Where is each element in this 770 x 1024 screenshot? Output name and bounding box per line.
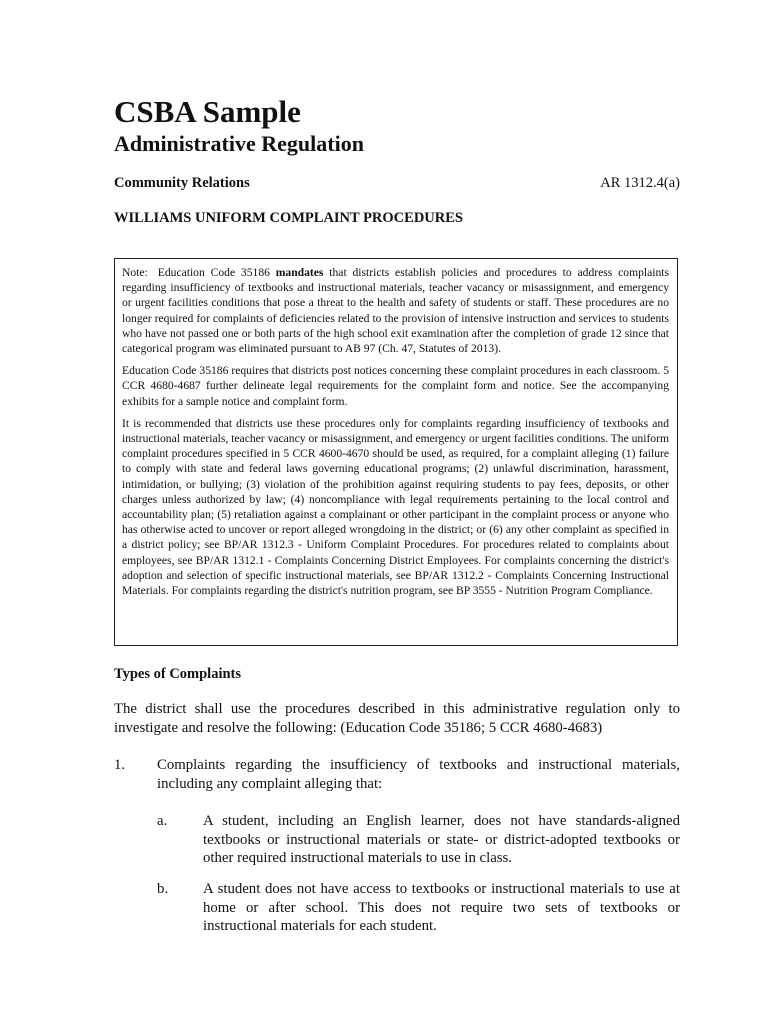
note-p1-post: that districts establish policies and procedures to address complaints regarding insufficiency of textbooks and instructional materials, teacher vacancy or misassignment, and emergency or urgent facilities conditions that pose a threat to the health and safety of students or staff. These procedures are no longer required for complaints of deficiencies related to the provision of intensive instruction and services to students who have not passed one or both parts of the high school exit examination after the completion of grade 12 since that categorical program was eliminated pursuant to AB 97 (Ch. 47, Statutes of 2013). xyxy=(122,266,670,356)
types-heading: Types of Complaints xyxy=(114,666,242,682)
list-marker-1: 1. xyxy=(114,757,126,773)
sub-marker-a: a. xyxy=(157,813,168,829)
note-paragraph-2: Education Code 35186 requires that districts post notices concerning these complaint procedures in each classroom. 5 CCR 4680-4687 further delineate legal requirements for the complaint form and notice. See the accompanying exhibits for a sample notice and complaint form. xyxy=(122,364,669,408)
sub-text-b: A student does not have access to textbooks or instructional materials to use at home or after school. This does not require two sets of textbooks or instructional materials for each student. xyxy=(203,881,680,935)
sub-item-a xyxy=(157,812,680,868)
note-p1-pre: Education Code 35186 xyxy=(157,266,276,279)
document-title: CSBA Sample xyxy=(114,94,301,129)
list-item-1 xyxy=(114,756,680,793)
types-intro: The district shall use the procedures described in this administrative regulation only to investigate and resolve the following: (Education Code 35186; 5 CCR 4680-4683) xyxy=(114,701,680,736)
regulation-code: AR 1312.4(a) xyxy=(600,175,680,191)
note-box xyxy=(114,258,678,646)
note-label: Note: xyxy=(122,266,148,279)
document-subtitle: Administrative Regulation xyxy=(114,131,364,156)
regulation-heading: WILLIAMS UNIFORM COMPLAINT PROCEDURES xyxy=(114,210,463,226)
note-p1-bold: mandates xyxy=(275,266,324,279)
sub-marker-b: b. xyxy=(157,881,169,897)
sub-item-b xyxy=(157,880,680,936)
sub-text-a: A student, including an English learner, does not have standards-aligned textbooks or instructional materials or state- or district-adopted textbooks or other required instructional materials to use in class. xyxy=(203,813,680,867)
list-text-1: Complaints regarding the insufficiency of textbooks and instructional materials, including any complaint alleging that: xyxy=(157,757,680,792)
note-paragraph-3: It is recommended that districts use these procedures only for complaints regarding insufficiency of textbooks and instructional materials, teacher vacancy or misassignment, and emergency or urgent facilities conditions. The uniform complaint procedures specified in 5 CCR 4600-4670 should be used, as required, for a complaint alleging (1) failure to comply with state and federal laws governing educational programs; (2) unlawful discrimination, harassment, intimidation, or bullying; (3) violation of the prohibition against requiring students to pay fees, deposits, or other charges unless authorized by law; (4) noncompliance with legal requirements pertaining to the local control and accountability plan; (5) retaliation against a complainant or other participant in the complaint process or anyone who has otherwise acted to uncover or report alleged wrongdoing in the district; or (6) any other complaint as specified in a district policy; see BP/AR 1312.3 - Uniform Complaint Procedures. For procedures related to complaints about employees, see BP/AR 1312.1 - Complaints Concerning District Employees. For complaints concerning the district's adoption and selection of specific instructional materials, see BP/AR 1312.2 - Complaints Concerning Instructional Materials. For complaints regarding the district's nutrition program, see BP 3555 - Nutrition Program Compliance. xyxy=(122,416,669,598)
section-name: Community Relations xyxy=(114,175,250,191)
note-paragraph-1 xyxy=(122,265,669,356)
